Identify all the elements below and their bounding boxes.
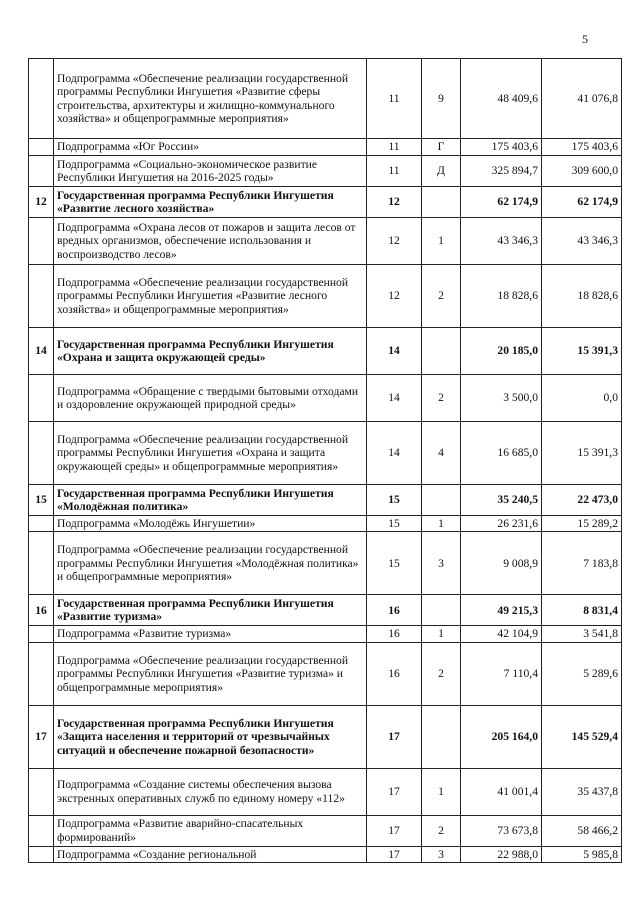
row-number xyxy=(29,422,54,485)
row-number xyxy=(29,218,54,265)
amount-executed: 3 541,8 xyxy=(542,626,622,642)
amount-planned: 20 185,0 xyxy=(461,328,542,375)
subprogram-name: Подпрограмма «Юг России» xyxy=(54,139,367,156)
program-code: 16 xyxy=(367,642,422,705)
subprogram-code: 1 xyxy=(422,218,461,265)
program-code: 12 xyxy=(367,265,422,328)
row-number xyxy=(29,768,54,815)
subprogram-name: Подпрограмма «Развитие аварийно-спасательных формирований» xyxy=(54,815,367,846)
amount-executed: 309 600,0 xyxy=(542,156,622,187)
amount-executed: 145 529,4 xyxy=(542,705,622,768)
amount-executed: 58 466,2 xyxy=(542,815,622,846)
row-number xyxy=(29,516,54,532)
subprogram-name: Подпрограмма «Обращение с твердыми бытовыми отходами и оздоровление окружающей природной среды» xyxy=(54,375,367,422)
row-number xyxy=(29,846,54,862)
amount-executed: 5 985,8 xyxy=(542,846,622,862)
subprogram-name: Подпрограмма «Обеспечение реализации государственной программы Республики Ингушетия «Охрана и защита окружающей среды» и общепрограммные мероприятия» xyxy=(54,422,367,485)
table-row xyxy=(29,375,622,422)
table-row xyxy=(29,265,622,328)
subprogram-name: Подпрограмма «Обеспечение реализации государственной программы Республики Ингушетия «Развитие туризма» и общепрограммные мероприятия» xyxy=(54,642,367,705)
subprogram-code: 4 xyxy=(422,422,461,485)
amount-planned: 7 110,4 xyxy=(461,642,542,705)
row-number xyxy=(29,265,54,328)
program-code: 11 xyxy=(367,156,422,187)
amount-planned: 26 231,6 xyxy=(461,516,542,532)
program-code: 17 xyxy=(367,705,422,768)
subprogram-name: Подпрограмма «Охрана лесов от пожаров и защита лесов от вредных организмов, обеспечение использования и воспроизводство лесов» xyxy=(54,218,367,265)
subprogram-code: Г xyxy=(422,139,461,156)
amount-executed: 8 831,4 xyxy=(542,595,622,626)
table-row xyxy=(29,218,622,265)
table-row xyxy=(29,139,622,156)
budget-table xyxy=(28,58,622,863)
table-row xyxy=(29,768,622,815)
subprogram-code xyxy=(422,485,461,516)
subprogram-name: Подпрограмма «Обеспечение реализации государственной программы Республики Ингушетия «Развитие сферы строительства, архитектуры и жилищно-коммунального хозяйства» и общепрограммные мероприятия» xyxy=(54,59,367,139)
amount-planned: 48 409,6 xyxy=(461,59,542,139)
table-row xyxy=(29,705,622,768)
table-row xyxy=(29,187,622,218)
row-number xyxy=(29,642,54,705)
amount-planned: 35 240,5 xyxy=(461,485,542,516)
subprogram-code: 2 xyxy=(422,815,461,846)
table-row xyxy=(29,328,622,375)
amount-planned: 62 174,9 xyxy=(461,187,542,218)
subprogram-name: Подпрограмма «Развитие туризма» xyxy=(54,626,367,642)
amount-executed: 5 289,6 xyxy=(542,642,622,705)
subprogram-name: Подпрограмма «Создание региональной xyxy=(54,846,367,862)
program-name: Государственная программа Республики Ингушетия «Молодёжная политика» xyxy=(54,485,367,516)
amount-executed: 43 346,3 xyxy=(542,218,622,265)
table-row xyxy=(29,815,622,846)
subprogram-code: 3 xyxy=(422,532,461,595)
program-code: 17 xyxy=(367,846,422,862)
amount-planned: 3 500,0 xyxy=(461,375,542,422)
page-number: 5 xyxy=(582,32,588,46)
subprogram-code xyxy=(422,187,461,218)
amount-planned: 73 673,8 xyxy=(461,815,542,846)
row-number xyxy=(29,139,54,156)
row-number: 14 xyxy=(29,328,54,375)
row-number xyxy=(29,815,54,846)
row-number xyxy=(29,59,54,139)
row-number: 16 xyxy=(29,595,54,626)
subprogram-code: Д xyxy=(422,156,461,187)
program-name: Государственная программа Республики Ингушетия «Охрана и защита окружающей среды» xyxy=(54,328,367,375)
row-number: 12 xyxy=(29,187,54,218)
program-code: 14 xyxy=(367,375,422,422)
row-number xyxy=(29,156,54,187)
program-code: 15 xyxy=(367,532,422,595)
program-code: 12 xyxy=(367,187,422,218)
subprogram-code: 1 xyxy=(422,768,461,815)
table-row xyxy=(29,595,622,626)
subprogram-name: Подпрограмма «Молодёжь Ингушетии» xyxy=(54,516,367,532)
amount-executed: 62 174,9 xyxy=(542,187,622,218)
table-row xyxy=(29,516,622,532)
subprogram-name: Подпрограмма «Социально-экономическое развитие Республики Ингушетия на 2016-2025 годы» xyxy=(54,156,367,187)
subprogram-name: Подпрограмма «Обеспечение реализации государственной программы Республики Ингушетия «Молодёжная политика» и общепрограммные мероприятия» xyxy=(54,532,367,595)
subprogram-code: 3 xyxy=(422,846,461,862)
amount-planned: 205 164,0 xyxy=(461,705,542,768)
budget-table-body xyxy=(29,59,622,863)
row-number xyxy=(29,532,54,595)
subprogram-name: Подпрограмма «Обеспечение реализации государственной программы Республики Ингушетия «Развитие лесного хозяйства» и общепрограммные мероприятия» xyxy=(54,265,367,328)
program-code: 12 xyxy=(367,218,422,265)
amount-executed: 15 391,3 xyxy=(542,328,622,375)
subprogram-code: 1 xyxy=(422,516,461,532)
amount-executed: 18 828,6 xyxy=(542,265,622,328)
amount-executed: 35 437,8 xyxy=(542,768,622,815)
program-code: 15 xyxy=(367,516,422,532)
program-code: 17 xyxy=(367,815,422,846)
amount-executed: 15 289,2 xyxy=(542,516,622,532)
program-code: 17 xyxy=(367,768,422,815)
program-code: 16 xyxy=(367,595,422,626)
amount-planned: 325 894,7 xyxy=(461,156,542,187)
subprogram-code xyxy=(422,328,461,375)
amount-executed: 41 076,8 xyxy=(542,59,622,139)
program-code: 11 xyxy=(367,139,422,156)
amount-planned: 22 988,0 xyxy=(461,846,542,862)
amount-planned: 175 403,6 xyxy=(461,139,542,156)
table-row xyxy=(29,59,622,139)
subprogram-code: 9 xyxy=(422,59,461,139)
amount-planned: 18 828,6 xyxy=(461,265,542,328)
table-row xyxy=(29,485,622,516)
amount-executed: 7 183,8 xyxy=(542,532,622,595)
table-row xyxy=(29,156,622,187)
program-code: 14 xyxy=(367,422,422,485)
subprogram-code: 1 xyxy=(422,626,461,642)
program-code: 14 xyxy=(367,328,422,375)
program-name: Государственная программа Республики Ингушетия «Развитие туризма» xyxy=(54,595,367,626)
amount-planned: 43 346,3 xyxy=(461,218,542,265)
row-number: 15 xyxy=(29,485,54,516)
table-row xyxy=(29,626,622,642)
row-number xyxy=(29,375,54,422)
row-number xyxy=(29,626,54,642)
subprogram-name: Подпрограмма «Создание системы обеспечения вызова экстренных оперативных служб по единому номеру «112» xyxy=(54,768,367,815)
amount-executed: 175 403,6 xyxy=(542,139,622,156)
table-row xyxy=(29,642,622,705)
table-row xyxy=(29,846,622,862)
subprogram-code: 2 xyxy=(422,265,461,328)
program-code: 15 xyxy=(367,485,422,516)
program-code: 11 xyxy=(367,59,422,139)
table-row xyxy=(29,422,622,485)
subprogram-code: 2 xyxy=(422,642,461,705)
amount-planned: 49 215,3 xyxy=(461,595,542,626)
program-name: Государственная программа Республики Ингушетия «Защита населения и территорий от чрезвычайных ситуаций и обеспечение пожарной безопасности» xyxy=(54,705,367,768)
amount-planned: 9 008,9 xyxy=(461,532,542,595)
row-number: 17 xyxy=(29,705,54,768)
program-name: Государственная программа Республики Ингушетия «Развитие лесного хозяйства» xyxy=(54,187,367,218)
amount-planned: 42 104,9 xyxy=(461,626,542,642)
subprogram-code xyxy=(422,705,461,768)
amount-executed: 15 391,3 xyxy=(542,422,622,485)
subprogram-code xyxy=(422,595,461,626)
program-code: 16 xyxy=(367,626,422,642)
amount-planned: 41 001,4 xyxy=(461,768,542,815)
amount-planned: 16 685,0 xyxy=(461,422,542,485)
amount-executed: 0,0 xyxy=(542,375,622,422)
table-row xyxy=(29,532,622,595)
amount-executed: 22 473,0 xyxy=(542,485,622,516)
subprogram-code: 2 xyxy=(422,375,461,422)
